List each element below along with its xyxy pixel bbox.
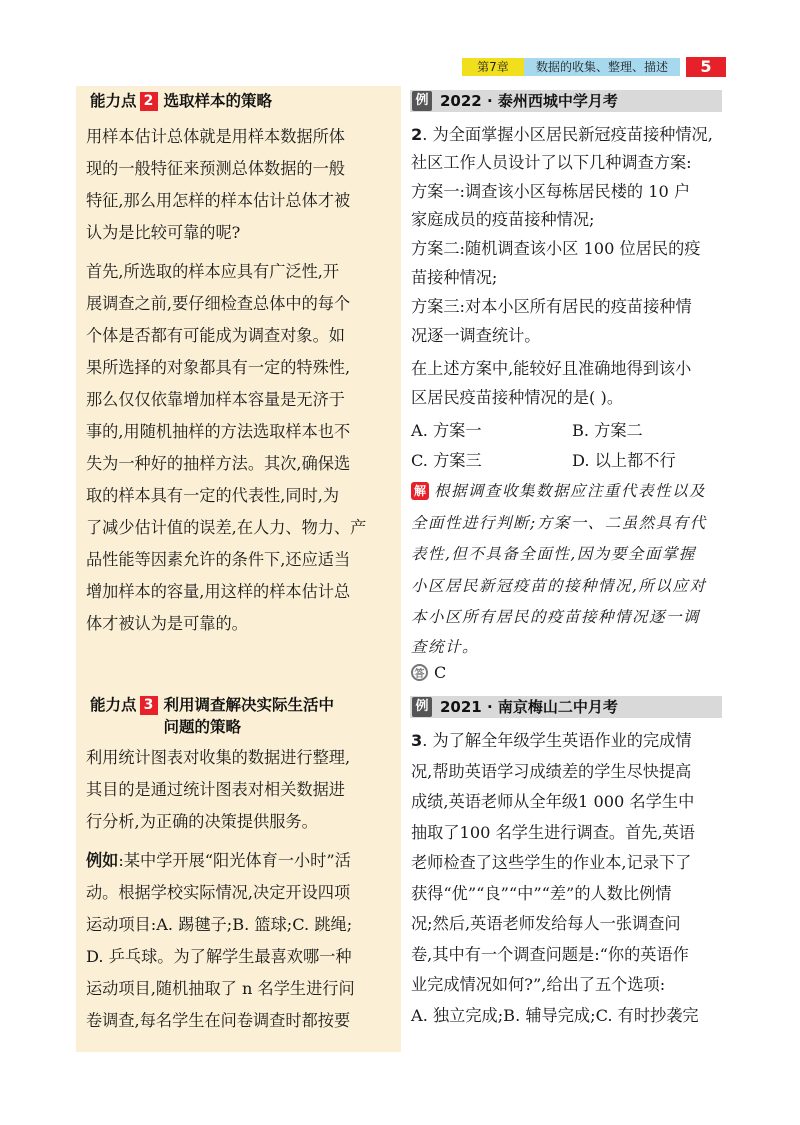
chapter-label: 第7章: [462, 58, 524, 76]
section-2-line: 体才被认为是可靠的。: [86, 614, 248, 633]
section-3-title-line1: 利用调查解决实际生活中: [163, 696, 335, 714]
section-2-line: 了减少估计值的误差,在人力、物力、产: [86, 518, 367, 537]
question-2-line: 社区工作人员设计了以下几种调查方案:: [411, 153, 692, 172]
question-3-line: 况;然后,英语老师发给每人一张调查问: [411, 914, 681, 933]
question-2-line: 苗接种情况;: [411, 268, 498, 287]
question-2-line: 方案三:对本小区所有居民的疫苗接种情: [411, 297, 692, 316]
solution-line: 本小区所有居民的疫苗接种情况逐一调: [411, 608, 701, 626]
section-2-line: 果所选择的对象都具有一定的特殊性,: [86, 358, 351, 377]
option-c: C. 方案三: [411, 451, 482, 470]
question-2-number: 2: [411, 125, 423, 144]
question-3-line: 况,帮助英语学习成绩差的学生尽快提高: [411, 762, 692, 781]
section-2-line: 取的样本具有一定的代表性,同时,为: [86, 486, 340, 505]
section-2-line: 失为一种好的抽样方法。其次,确保选: [86, 454, 351, 473]
example-line: 动。根据学校实际情况,决定开设四项: [86, 883, 351, 902]
example-label: 例如: [86, 851, 119, 870]
section-3-heading: [90, 694, 334, 738]
question-3-line: 老师检查了这些学生的作业本,记录下了: [411, 853, 692, 872]
example-line: 运动项目,随机抽取了 n 名学生进行问: [86, 979, 355, 998]
example-3-source: 2021 · 南京梅山二中月考: [440, 698, 618, 716]
option-a: A. 方案一: [411, 421, 482, 440]
solution-line: 全面性进行判断;方案一、二虽然具有代: [411, 514, 707, 532]
section-2-line: 认为是比较可靠的呢?: [86, 223, 241, 242]
section-2-line: 现的一般特征来预测总体数据的一般: [86, 159, 345, 178]
question-2-line: 况逐一调查统计。: [411, 326, 541, 345]
section-2-number: 2: [140, 92, 158, 111]
page-number: 5: [686, 57, 726, 77]
example-3-bar: [410, 696, 722, 718]
section-2-line: 那么仅仅依靠增加样本容量是无济于: [86, 390, 345, 409]
example-line-text: :某中学开展“阳光体育一小时”活: [118, 851, 351, 870]
question-3-text: . 为了解全年级学生英语作业的完成情: [422, 731, 692, 750]
section-2-line: 事的,用随机抽样的方法选取样本也不: [86, 422, 351, 441]
question-2-line: 区居民疫苗接种情况的是( )。: [411, 388, 624, 407]
question-3-line: 卷,其中有一个调查问题是:“你的英语作: [411, 945, 689, 964]
section-3-title: [164, 694, 335, 738]
example-icon: 例: [412, 91, 432, 111]
section-3-title-line2: 问题的策略: [163, 718, 242, 736]
question-2-line: 在上述方案中,能较好且准确地得到该小: [411, 359, 692, 378]
solution-line: 根据调查收集数据应注重代表性以及: [434, 482, 707, 500]
question-3-line: [411, 731, 692, 751]
section-2-heading: [90, 90, 272, 112]
section-2-title: 选取样本的策略: [163, 92, 273, 110]
answer-value: C: [434, 663, 447, 682]
solution-icon: 解: [411, 482, 429, 500]
example-line: 卷调查,每名学生在问卷调查时都按要: [86, 1011, 351, 1030]
section-2-line: 个体是否都有可能成为调查对象。如: [86, 326, 345, 345]
section-3-line: 其目的是通过统计图表对相关数据进: [86, 780, 345, 799]
example-2-bar: [410, 90, 722, 112]
solution-line: 表性,但不具备全面性,因为要全面掌握: [411, 545, 696, 563]
section-3-label: 能力点: [90, 696, 137, 714]
question-2-line: 方案二:随机调查该小区 100 位居民的疫: [411, 239, 701, 258]
section-2-line: 增加样本的容量,用这样的样本估计总: [86, 582, 351, 601]
section-2-line: 特征,那么用怎样的样本估计总体才被: [86, 191, 351, 210]
question-3-line: 业完成情况如何?”,给出了五个选项:: [411, 975, 666, 994]
question-2-line: 方案一:调查该小区每栋居民楼的 10 户: [411, 182, 691, 201]
section-3-number: 3: [140, 696, 158, 715]
question-3-line: A. 独立完成;B. 辅导完成;C. 有时抄袭完: [411, 1006, 699, 1025]
example-2-source: 2022 · 泰州西城中学月考: [440, 92, 618, 110]
option-d: D. 以上都不行: [572, 451, 676, 470]
question-3-line: 获得“优”“良”“中”“差”的人数比例情: [411, 884, 672, 903]
question-3-number: 3: [411, 731, 423, 750]
example-line: [86, 851, 351, 871]
section-2-line: 展调查之前,要仔细检查总体中的每个: [86, 294, 351, 313]
question-2-text: . 为全面掌握小区居民新冠疫苗接种情况,: [422, 125, 713, 144]
example-line: D. 乒乓球。为了解学生最喜欢哪一种: [86, 947, 352, 966]
question-3-line: 抽取了100 名学生进行调查。首先,英语: [411, 823, 695, 842]
question-2-line: [411, 125, 713, 145]
option-b: B. 方案二: [572, 421, 643, 440]
section-3-line: 利用统计图表对收集的数据进行整理,: [86, 748, 351, 767]
example-line: 运动项目:A. 踢毽子;B. 篮球;C. 跳绳;: [86, 915, 353, 934]
section-2-line: 首先,所选取的样本应具有广泛性,开: [86, 262, 340, 281]
chapter-title: 数据的收集、整理、描述: [524, 58, 680, 76]
answer-icon: 答: [411, 664, 428, 681]
section-3-line: 行分析,为正确的决策提供服务。: [86, 812, 318, 831]
section-2-line: 品性能等因素允许的条件下,还应适当: [86, 550, 351, 569]
solution-line: 小区居民新冠疫苗的接种情况,所以应对: [411, 577, 707, 595]
section-2-label: 能力点: [90, 92, 137, 110]
question-2-line: 家庭成员的疫苗接种情况;: [411, 210, 595, 229]
section-2-line: 用样本估计总体就是用样本数据所体: [86, 127, 345, 146]
solution-line: 查统计。: [411, 638, 480, 656]
question-3-line: 成绩,英语老师从全年级1 000 名学生中: [411, 792, 695, 811]
example-icon: 例: [412, 697, 432, 717]
